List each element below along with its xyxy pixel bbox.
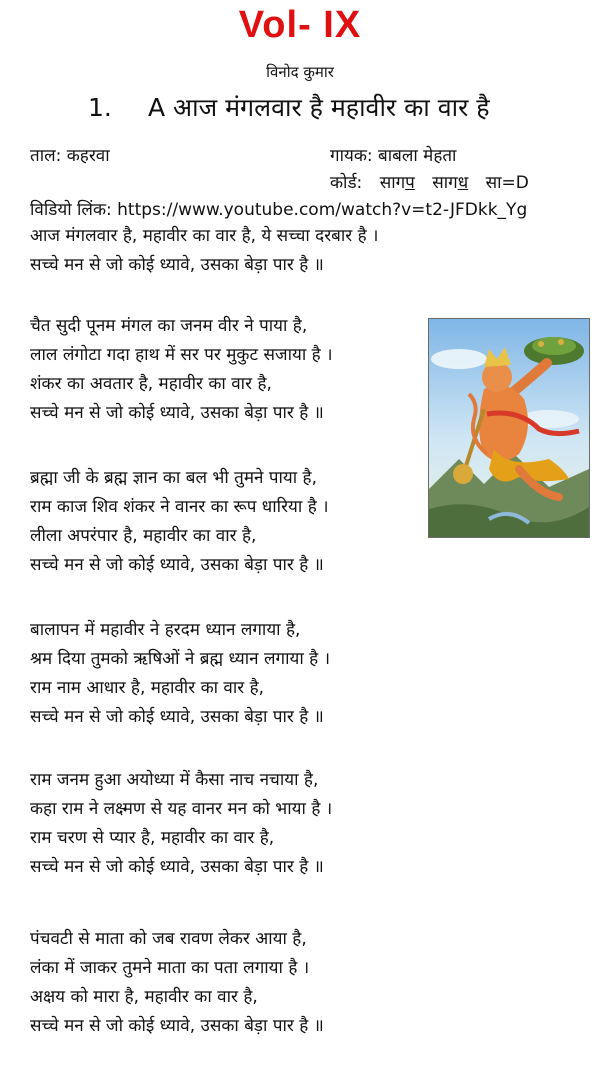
song-number: 1. (88, 93, 112, 122)
hanuman-illustration (429, 319, 589, 537)
lyric-line: बालापन में महावीर ने हरदम ध्यान लगाया है, (30, 620, 301, 640)
lyric-line: सच्चे मन से जो कोई ध्यावे, उसका बेड़ा पार है ॥ (30, 255, 324, 275)
lyric-line: ब्रह्मा जी के ब्रह्म ज्ञान का बल भी तुमने पाया है, (30, 468, 317, 488)
lyric-line: लंका में जाकर तुमने माता का पता लगाया है । (30, 958, 310, 978)
chord-2-b: ध (457, 173, 469, 193)
lyric-line: लीला अपरंपार है, महावीर का वार है, (30, 526, 257, 546)
chord-2-a: साग (432, 173, 458, 193)
lyric-line: सच्चे मन से जो कोई ध्यावे, उसका बेड़ा पार है ॥ (30, 403, 324, 423)
video-link[interactable]: विडियो लिंक: https://www.youtube.com/watch?v=t2-JFDkk_Yg (30, 200, 528, 220)
lyric-line: सच्चे मन से जो कोई ध्यावे, उसका बेड़ा पार है ॥ (30, 555, 324, 575)
lyric-line: श्रम दिया तुमको ऋषिओं ने ब्रह्म ध्यान लगाया है । (30, 649, 331, 669)
mountain-detail (558, 339, 564, 345)
song-title-text: A आज मंगलवार है महावीर का वार है (148, 93, 490, 122)
lyric-line: आज मंगलवार है, महावीर का वार है, ये सच्चा दरबार है । (30, 226, 379, 246)
singer-label: गायक: बाबला मेहता (330, 146, 457, 166)
hanuman-image (428, 318, 590, 538)
lyric-line: लाल लंगोटा गदा हाथ में सर पर मुकुट सजाया है । (30, 345, 333, 365)
mace-icon (453, 464, 473, 484)
lyric-line: शंकर का अवतार है, महावीर का वार है, (30, 374, 272, 394)
chords-line (330, 170, 541, 193)
volume-title: Vol- IX (238, 4, 362, 46)
taal-label: ताल: कहरवा (30, 146, 110, 166)
mountain-top (532, 337, 576, 355)
chords-label: कोर्ड: (330, 173, 363, 193)
author-name: विनोद कुमार (266, 63, 334, 81)
chord-1-a: साग (379, 173, 406, 193)
chord-1-b: प (405, 173, 415, 193)
lyric-line: सच्चे मन से जो कोई ध्यावे, उसका बेड़ा पार है ॥ (30, 707, 324, 727)
chord-1 (380, 173, 415, 193)
lyric-line: कहा राम ने लक्ष्मण से यह वानर मन को भाया है । (30, 799, 333, 819)
lyric-line: अक्षय को मारा है, महावीर का वार है, (30, 987, 258, 1007)
chord-2 (432, 173, 468, 193)
lyric-line: राम नाम आधार है, महावीर का वार है, (30, 678, 265, 698)
chord-3: सा=D (485, 173, 529, 193)
lyric-line: पंचवटी से माता को जब रावण लेकर आया है, (30, 929, 307, 949)
lyric-line: राम काज शिव शंकर ने वानर का रूप धारिया है । (30, 497, 329, 517)
hanuman-body (479, 386, 528, 462)
lyric-line: राम चरण से प्यार है, महावीर का वार है, (30, 828, 275, 848)
mountain-detail (538, 341, 544, 347)
song-title (88, 90, 490, 124)
lyric-line: सच्चे मन से जो कोई ध्यावे, उसका बेड़ा पार है ॥ (30, 1016, 324, 1036)
lyric-line: सच्चे मन से जो कोई ध्यावे, उसका बेड़ा पार है ॥ (30, 857, 324, 877)
lyric-line: चैत सुदी पूनम मंगल का जनम वीर ने पाया है, (30, 316, 308, 336)
lyric-line: राम जनम हुआ अयोध्या में कैसा नाच नचाया है, (30, 770, 319, 790)
cloud (431, 349, 487, 369)
